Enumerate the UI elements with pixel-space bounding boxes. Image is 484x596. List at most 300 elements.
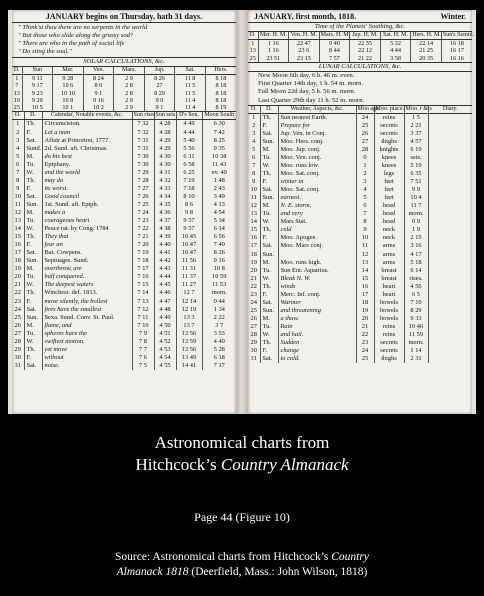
day-cell: 6 14: [404, 267, 428, 275]
day-cell: 12 14: [176, 298, 202, 306]
day-row: [12, 153, 236, 161]
day-row: [12, 265, 236, 273]
diary-cell: [428, 202, 472, 210]
day-cell: 22: [250, 282, 257, 290]
day-cell: Sat.: [260, 186, 278, 194]
day-row: [248, 323, 472, 331]
day-cell: 2 31: [404, 355, 428, 363]
day-cell: 3 37: [404, 130, 428, 138]
diary-cell: [428, 218, 472, 226]
day-cell: 9 33: [404, 315, 428, 323]
day-row: [12, 241, 236, 249]
day-cell: thighs: [374, 138, 404, 146]
day-row: [248, 162, 472, 170]
day-cell: Sund.: [24, 145, 42, 153]
day-cell: 6 31: [176, 153, 202, 161]
solar-cell: 8 19: [205, 104, 236, 112]
day-cell: Warmer: [278, 299, 356, 307]
day-cell: 6 14: [202, 225, 236, 233]
day-row: [12, 129, 236, 137]
day-cell: Sat.: [260, 299, 278, 307]
solar-cell: 10 2: [83, 104, 114, 112]
day-cell: W.: [24, 225, 42, 233]
day-row: [12, 145, 236, 153]
day-row: [248, 138, 472, 146]
day-cell: 21: [14, 281, 21, 289]
day-cell: 1 14: [404, 347, 428, 355]
day-cell: 19: [14, 265, 21, 273]
southing-row: [248, 55, 472, 63]
day-cell: secrets: [374, 339, 404, 347]
day-cell: 4 42: [154, 257, 176, 265]
solar-cell: 11 4: [175, 97, 206, 104]
solar-cell: 25: [13, 104, 20, 112]
day-cell: 4 54: [202, 209, 236, 217]
day-cell: courageous heart: [42, 217, 132, 225]
day-row: [248, 113, 472, 122]
day-cell: Winchest. def. 1813.: [42, 289, 132, 297]
day-cell: 7 21: [132, 233, 154, 241]
day-cell: Bleak N. W.: [278, 275, 356, 283]
day-cell: 0: [356, 154, 374, 162]
day-cell: 4 34: [154, 193, 176, 201]
southing-header: Jup. H. M.: [350, 32, 381, 40]
day-cell: 7 30: [132, 161, 154, 169]
day-cell: 7 23: [132, 217, 154, 225]
day-cell: 8: [16, 176, 20, 184]
day-row: [248, 347, 472, 355]
day-cell: 4: [356, 186, 374, 194]
solar-row: [12, 97, 236, 104]
day-cell: 7 18: [132, 257, 154, 265]
day-cell: They that: [42, 233, 132, 241]
day-cell: 8 26: [202, 249, 236, 257]
day-row: [248, 210, 472, 218]
day-row: [12, 289, 236, 297]
day-header: D.: [260, 106, 278, 114]
day-cell: 7 17: [202, 362, 236, 370]
day-cell: change: [278, 347, 356, 355]
solar-cell: 11 5: [175, 82, 206, 89]
day-cell: 1: [252, 113, 256, 121]
day-cell: 1: [356, 162, 374, 170]
day-cell: 31: [14, 361, 21, 369]
day-cell: flame, and: [42, 322, 132, 330]
book-gutter: [236, 10, 248, 414]
day-cell: N. E. storm,: [278, 202, 356, 210]
day-row: [248, 331, 472, 339]
day-cell: Tu.: [260, 267, 278, 275]
diary-cell: [428, 267, 472, 275]
day-cell: morn.: [202, 289, 236, 297]
day-row: [248, 122, 472, 130]
day-cell: F.: [24, 129, 42, 137]
solar-cell: 9 11: [22, 75, 53, 83]
day-cell: Sat.: [24, 137, 42, 145]
source-italic: Country: [331, 551, 369, 563]
day-row: [248, 355, 472, 363]
day-row: [12, 281, 236, 289]
day-cell: 14: [250, 218, 257, 226]
day-cell: W.: [260, 331, 278, 339]
day-cell: 10: [356, 234, 374, 242]
day-cell: 4: [16, 144, 20, 152]
right-page-header: [248, 10, 472, 23]
day-cell: 7 19: [132, 249, 154, 257]
day-cell: Th.: [260, 170, 278, 178]
day-cell: ev. 49: [202, 169, 236, 177]
day-cell: 10 38: [202, 153, 236, 161]
day-cell: 4 31: [154, 169, 176, 177]
day-row: [12, 298, 236, 306]
southing-cell: 21 22: [350, 55, 381, 63]
figure-title-italic: Country Almanack: [220, 455, 349, 474]
day-cell: cold: [278, 226, 356, 234]
day-cell: 4 29: [154, 137, 176, 145]
day-cell: 13 59: [176, 338, 202, 346]
day-cell: 13 56: [176, 330, 202, 338]
day-cell: 6 5: [404, 291, 428, 299]
day-cell: M.: [260, 202, 278, 210]
southing-cell: 8 44: [319, 47, 350, 54]
solar-cell: 19: [13, 96, 20, 104]
source-publisher: (Deerfield, Mass.: John Wilson, 1818): [188, 566, 368, 578]
season-label: Winter.: [440, 12, 466, 21]
right-page: [248, 10, 472, 414]
day-cell: 4 35: [154, 201, 176, 209]
day-cell: 7 32: [132, 129, 154, 137]
day-cell: 5 18: [404, 259, 428, 267]
solar-cell: 9 17: [22, 82, 53, 89]
day-cell: F.: [260, 178, 278, 186]
southing-header: Mars. H. M.: [320, 32, 351, 38]
diary-cell: [428, 162, 472, 170]
day-cell: 25: [250, 306, 257, 314]
day-cell: 6: [16, 160, 20, 168]
day-row: [12, 201, 236, 209]
day-cell: fear an: [42, 241, 132, 249]
day-cell: 7 10: [404, 299, 428, 307]
day-header: Moon South: [202, 112, 236, 120]
day-cell: 5 56: [176, 145, 202, 153]
verse-line: " There are who in the path of social life: [18, 40, 125, 47]
source-line2: [0, 565, 484, 580]
figure-title-publisher: Hitchcock’s: [135, 455, 221, 474]
day-cell: 11 59: [404, 331, 428, 339]
diary-cell: [428, 226, 472, 234]
day-cell: winter in: [278, 178, 356, 186]
day-cell: Moo. Jup. conj.: [278, 146, 356, 154]
day-header: D.: [248, 106, 260, 114]
day-cell: 7 9: [132, 330, 154, 338]
solar-header: Mars.: [114, 67, 145, 75]
day-cell: 29: [14, 345, 21, 353]
day-cell: Sat.: [260, 355, 278, 363]
day-cell: bowels: [374, 315, 404, 323]
day-cell: 12 7: [176, 289, 202, 297]
solar-header: Ven.: [83, 67, 114, 75]
day-cell: 7 42: [202, 129, 236, 137]
day-cell: 16: [356, 283, 374, 291]
solar-cell: 9 1: [83, 90, 114, 97]
diary-cell: [428, 138, 472, 146]
day-cell: 14 41: [176, 362, 202, 370]
day-row: [248, 146, 472, 154]
day-cell: head: [374, 210, 404, 218]
solar-row: [12, 75, 236, 83]
solar-header: Hers.: [205, 67, 236, 75]
diary-cell: [428, 283, 472, 291]
day-cell: Septuages. Sund.: [42, 257, 132, 265]
day-cell: 16: [14, 241, 21, 249]
day-cell: bowels: [374, 307, 404, 315]
day-header: Diary.: [428, 106, 472, 114]
day-cell: 1 9: [404, 226, 428, 234]
day-row: [248, 130, 472, 138]
southing-cell: 1 16: [258, 40, 289, 48]
day-cell: 3: [252, 129, 256, 137]
day-header: Moo age.: [357, 105, 381, 112]
day-cell: spheres have the: [42, 330, 132, 338]
day-row: [12, 257, 236, 265]
solar-header: Mer.: [53, 67, 84, 75]
day-cell: reins: [374, 331, 404, 339]
day-cell: 10 46: [404, 323, 428, 331]
solar-cell: 2 9: [114, 97, 145, 104]
day-cell: 22: [14, 289, 21, 297]
day-cell: 7 31: [132, 137, 154, 145]
day-cell: Sat.: [260, 130, 278, 138]
day-cell: 2 43: [202, 185, 236, 193]
day-row: [12, 322, 236, 330]
day-cell: 7 19: [176, 177, 202, 185]
day-cell: 2d. Sund. aft. Christmas.: [42, 145, 132, 153]
day-cell: and hail.: [278, 331, 356, 339]
day-cell: 1 5: [404, 113, 428, 122]
day-cell: 27: [356, 138, 374, 146]
day-row: [248, 315, 472, 323]
day-cell: 9 9: [404, 186, 428, 194]
verse: [12, 23, 236, 58]
southing-cell: 13: [249, 47, 256, 55]
day-cell: 9 8: [176, 209, 202, 217]
southing-header: Ven. H. M.: [289, 32, 320, 40]
day-cell: 25: [14, 313, 21, 321]
almanac-scan: [8, 10, 476, 414]
day-cell: secrets: [374, 130, 404, 138]
day-cell: 16: [250, 234, 257, 242]
solar-header: D.: [12, 67, 22, 75]
left-page: [12, 10, 236, 414]
day-cell: 12: [250, 202, 257, 210]
day-cell: breast: [374, 275, 404, 283]
day-row: [248, 299, 472, 307]
day-cell: F.: [24, 354, 42, 362]
day-row: [12, 193, 236, 201]
day-cell: Circumcision.: [42, 120, 132, 129]
day-cell: heart: [374, 283, 404, 291]
diary-cell: [428, 210, 472, 218]
day-row: [12, 330, 236, 338]
day-cell: 4 53: [154, 346, 176, 354]
day-cell: 7 17: [132, 265, 154, 273]
day-cell: 4 33: [154, 185, 176, 193]
day-cell: 11 43: [202, 161, 236, 169]
day-cell: 4 56: [404, 283, 428, 291]
day-cell: 21: [356, 323, 374, 331]
day-row: [12, 314, 236, 322]
solar-cell: 27: [144, 82, 175, 89]
day-cell: 27: [14, 329, 21, 337]
day-cell: 4 28: [154, 129, 176, 137]
southing-cell: 7 57: [319, 55, 350, 63]
day-cell: move silently, the hollest: [42, 298, 132, 306]
lunar-line: New Moon 6th day, 6 h. 46 m. even.: [258, 71, 355, 79]
day-cell: Sat.: [260, 242, 278, 250]
day-row: [248, 170, 472, 178]
day-cell: a thaw.: [278, 315, 356, 323]
day-cell: 3: [16, 136, 20, 144]
day-cell: 12: [356, 251, 374, 259]
southing-cell: 3 58: [380, 55, 411, 63]
day-row: [248, 226, 472, 234]
day-cell: 7 51: [404, 178, 428, 186]
day-row: [12, 169, 236, 177]
day-cell: 2: [356, 170, 374, 178]
day-cell: Th.: [24, 233, 42, 241]
day-row: [248, 194, 472, 202]
day-cell: 7 12: [132, 306, 154, 314]
day-cell: neck: [374, 234, 404, 242]
page-label: Page 44 (Figure 10): [194, 510, 290, 524]
day-row: [248, 267, 472, 275]
day-row: [248, 251, 472, 259]
day-cell: M.: [24, 209, 42, 217]
solar-row: [12, 104, 236, 112]
day-cell: 11: [250, 194, 257, 202]
day-row: [12, 177, 236, 185]
day-cell: 10: [14, 192, 21, 200]
solar-row: [12, 90, 236, 97]
solar-cell: 7: [15, 82, 19, 90]
solar-cell: 11 4: [175, 104, 206, 112]
day-cell: 10: [250, 186, 257, 194]
day-cell: and the world: [42, 169, 132, 177]
day-cell: Affair at Princeton, 1777.: [42, 137, 132, 145]
southing-cell: 1: [251, 40, 255, 47]
day-cell: Tu.: [260, 154, 278, 162]
day-cell: 28: [356, 146, 374, 154]
southing-cell: 23 51: [258, 55, 289, 63]
day-cell: Moo. Sat. conj.: [278, 170, 356, 178]
day-cell: half conquered.: [42, 273, 132, 281]
day-row: [12, 161, 236, 169]
day-cell: Th.: [260, 339, 278, 347]
day-cell: 11 27: [176, 281, 202, 289]
southing-cell: 22 12: [350, 47, 381, 54]
day-cell: Sat.: [24, 306, 42, 314]
day-cell: 7 15: [132, 281, 154, 289]
day-cell: secrets: [374, 347, 404, 355]
day-cell: Sudden: [278, 339, 356, 347]
day-cell: Moo. Mars conj.: [278, 242, 356, 250]
solar-cell: 2 9: [114, 104, 145, 112]
day-cell: 9 57: [176, 217, 202, 225]
day-cell: 11 56: [176, 257, 202, 265]
day-cell: Sun.: [260, 138, 278, 146]
day-cell: 13: [356, 259, 374, 267]
day-cell: 21: [250, 274, 257, 282]
day-cell: 7 31: [132, 145, 154, 153]
day-cell: 7: [16, 168, 20, 176]
day-cell: 8: [252, 170, 256, 178]
day-cell: Tu.: [24, 273, 42, 281]
southing-cell: 4 44: [380, 47, 411, 54]
day-cell: yet move: [42, 346, 132, 354]
day-cell: 2 15: [404, 234, 428, 242]
diary-cell: [428, 234, 472, 242]
solar-cell: 8 26: [144, 75, 175, 83]
day-cell: Moo. Sat. conj.: [278, 186, 356, 194]
day-header: Sun sets: [155, 112, 176, 119]
day-cell: without: [42, 354, 132, 362]
day-cell: 6 19: [404, 146, 428, 154]
diary-cell: [428, 323, 472, 331]
day-row: [12, 354, 236, 362]
day-cell: 11 37: [176, 273, 202, 281]
day-cell: to cold.: [278, 355, 356, 363]
day-cell: 5 40: [176, 137, 202, 145]
diary-cell: [428, 186, 472, 194]
solar-cell: 9 0: [144, 97, 175, 104]
day-cell: 11 31: [176, 265, 202, 273]
solar-cell: 8 0: [83, 82, 114, 89]
day-cell: 7 40: [202, 241, 236, 249]
day-row: [12, 362, 236, 370]
day-cell: 13: [14, 217, 21, 225]
day-cell: 7: [252, 161, 256, 169]
day-cell: 10 8: [202, 265, 236, 273]
figure-title-line2: [0, 454, 484, 476]
left-page-header: JANUARY begins on Thursday, hath 31 days.: [12, 10, 236, 23]
southing-header: Mer. H. M.: [259, 32, 287, 38]
solar-cell: 9 1: [144, 104, 175, 112]
day-cell: 8 25: [202, 137, 236, 145]
day-cell: 4 52: [154, 338, 176, 346]
day-row: [12, 185, 236, 193]
diary-cell: [428, 130, 472, 138]
day-cell: rises.: [404, 275, 428, 283]
day-row: [12, 249, 236, 257]
day-cell: Tu.: [24, 217, 42, 225]
day-cell: [278, 251, 356, 259]
day-cell: The deepest waters: [42, 281, 132, 289]
day-cell: 7 26: [132, 193, 154, 201]
day-cell: reins: [374, 113, 404, 122]
day-row: [248, 339, 472, 347]
day-cell: 5: [16, 152, 20, 160]
day-row: [248, 291, 472, 299]
day-cell: 17: [356, 291, 374, 299]
day-cell: breast: [374, 267, 404, 275]
southing-row: [248, 40, 472, 48]
verse-line: " Do sting the soul.": [18, 48, 72, 55]
day-cell: Sat.: [24, 362, 42, 370]
solar-cell: 2 8: [114, 82, 145, 89]
day-row: [248, 307, 472, 315]
day-cell: M.: [260, 146, 278, 154]
day-cell: morn.: [404, 339, 428, 347]
